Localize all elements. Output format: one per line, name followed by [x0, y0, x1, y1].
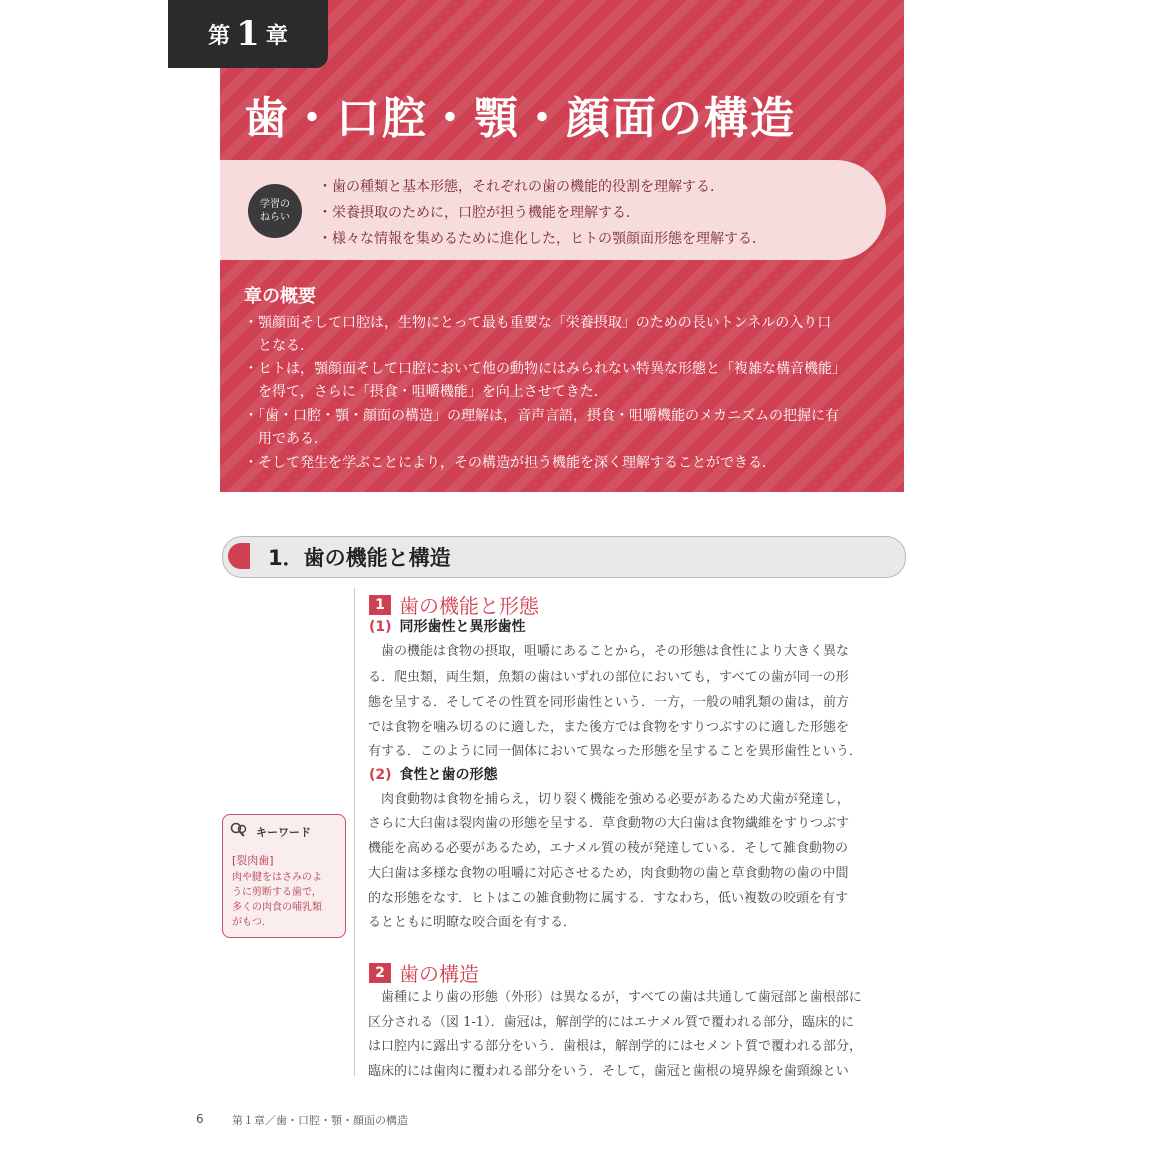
body-line: は口腔内に露出する部分をいう．歯根は，解剖学的にはセメント質で覆われる部分，	[368, 1039, 863, 1054]
keyword-line: うに剪断する歯で，	[232, 887, 322, 898]
overview-line: ・ヒトは，顎顔面そして口腔において他の動物にはみられない特異な形態と「複雑な構音機能」	[244, 361, 846, 377]
keyword-term: [裂肉歯]	[232, 854, 274, 867]
running-head: 第１章／歯・口腔・顎・顔面の構造	[232, 1114, 408, 1127]
body-line: るとともに明瞭な咬合面を有する．	[368, 915, 577, 930]
overview-line: ・そして発生を学ぶことにより，その構造が担う機能を深く理解することができる．	[244, 455, 776, 471]
overview-line: 用である．	[244, 431, 328, 447]
overview-line: ・顎顔面そして口腔は，生物にとって最も重要な「栄養摂取」のための長いトンネルの入り口	[244, 315, 832, 331]
body-line: 有する．このように同一個体において異なった形態を呈することを異形歯性という．	[368, 744, 863, 759]
body-line: 歯の機能は食物の摂取，咀嚼にあることから，その形態は食性により大きく異な	[368, 644, 850, 659]
minor-heading-number: (1)	[369, 619, 392, 635]
goal-item: ・様々な情報を集めるために進化した，ヒトの顎顔面形態を理解する．	[318, 231, 766, 247]
body-line: 肉食動物は食物を捕らえ，切り裂く機能を強める必要があるため犬歯が発達し，	[368, 792, 850, 807]
chapter-title: 歯・口腔・顎・顔面の構造	[244, 93, 796, 144]
body-line: る．爬虫類，両生類，魚類の歯はいずれの部位においても，すべての歯が同一の形	[368, 670, 849, 685]
body-line: 態を呈する．そしてその性質を同形歯性という．一方，一般の哺乳類の歯は，前方	[368, 695, 850, 710]
keyword-line: がもつ．	[232, 917, 272, 928]
minor-heading	[369, 764, 498, 784]
subsection-heading	[369, 590, 539, 619]
chapter-tab-suffix: 章	[265, 23, 288, 49]
keyword-heading	[230, 822, 311, 841]
overview-heading: 章の概要	[244, 286, 316, 307]
section-marker	[228, 543, 250, 569]
body-line: 歯種により歯の形態（外形）は異なるが，すべての歯は共通して歯冠部と歯根部に	[368, 990, 862, 1005]
goal-item: ・栄養摂取のために，口腔が担う機能を理解する．	[318, 205, 640, 221]
learning-goals-badge	[248, 184, 302, 238]
margin-divider	[354, 588, 355, 1076]
section-title: 1．歯の機能と構造	[268, 546, 451, 570]
minor-heading-number: (2)	[369, 767, 392, 783]
minor-heading	[369, 616, 526, 636]
subsection-number: 2	[369, 963, 391, 983]
magnifier-icon	[230, 822, 252, 841]
chapter-tab-prefix: 第	[208, 23, 231, 49]
minor-heading-title: 食性と歯の形態	[399, 767, 498, 783]
body-line: さらに大臼歯は裂肉歯の形態を呈する．草食動物の大臼歯は食物繊維をすりつぶす	[368, 816, 850, 831]
body-line: 大臼歯は多様な食物の咀嚼に対応させるため，肉食動物の歯と草食動物の歯の中間	[368, 866, 849, 881]
minor-heading-title: 同形歯性と異形歯性	[399, 619, 526, 635]
subsection-title: 歯の構造	[399, 962, 479, 986]
subsection-title: 歯の機能と形態	[399, 594, 539, 618]
goal-item: ・歯の種類と基本形態，それぞれの歯の機能的役割を理解する．	[318, 179, 724, 195]
keyword-line: 多くの肉食の哺乳類	[232, 902, 322, 913]
body-line: 区分される（図 1-1）．歯冠は，解剖学的にはエナメル質で覆われる部分，臨床的に	[368, 1015, 855, 1030]
body-line: 臨床的には歯肉に覆われる部分をいう．そして，歯冠と歯根の境界線を歯頸線とい	[368, 1064, 849, 1079]
badge-line-1: 学習の	[260, 199, 290, 210]
overview-line: となる．	[244, 338, 314, 354]
overview-line: を得て，さらに「摂食・咀嚼機能」を向上させてきた．	[244, 384, 608, 400]
badge-line-2: ねらい	[260, 212, 290, 223]
page-number: 6	[196, 1112, 204, 1126]
keyword-heading-label: キーワード	[256, 825, 311, 839]
chapter-number-tab	[168, 0, 328, 68]
subsection-heading	[369, 958, 479, 987]
body-line: 的な形態をなす．ヒトはこの雑食動物に属する．すなわち，低い複数の咬頭を有す	[368, 891, 848, 906]
body-line: では食物を噛み切るのに適した，また後方では食物をすりつぶすのに適した形態を	[368, 720, 850, 735]
chapter-tab-number: 1	[236, 14, 260, 54]
body-line: 機能を高める必要があるため，エナメル質の稜が発達している．そして雑食動物の	[368, 841, 848, 856]
keyword-line: 肉や腱をはさみのよ	[232, 872, 322, 883]
overview-line: ・「歯・口腔・顎・顔面の構造」の理解は，音声言語，摂食・咀嚼機能のメカニズムの把握に有	[244, 408, 839, 424]
subsection-number: 1	[369, 595, 391, 615]
